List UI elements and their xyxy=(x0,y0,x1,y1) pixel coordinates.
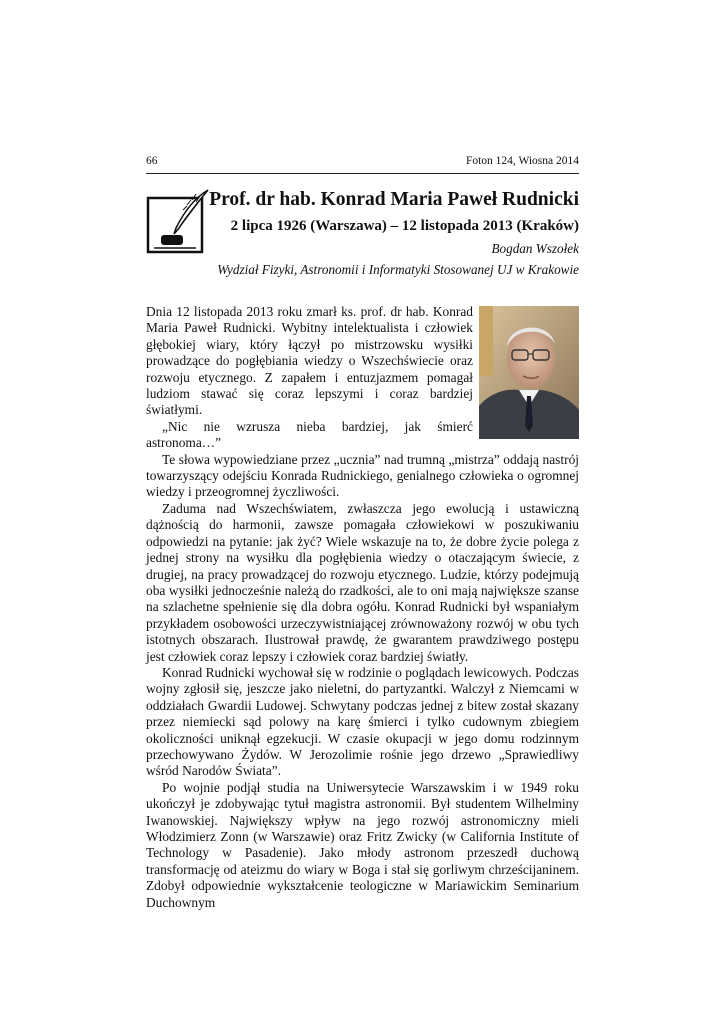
paragraph: Dnia 12 listopada 2013 roku zmarł ks. prof. dr hab. Konrad Maria Paweł Rudnicki. Wybitny intelektualista i człowiek głębokiej wiary, który łączył po mistrzowsku wysiłki prowadzące do pogłębiania wiedzy o Wszechświecie oraz rozwoju etycznego. Z zapałem i entuzjazmem pomagał ludziom stawać się coraz lepszymi i coraz bardziej światłymi. xyxy=(146,304,473,418)
author-affiliation: Wydział Fizyki, Astronomii i Informatyki Stosowanej UJ w Krakowie xyxy=(217,262,579,277)
article-title: Prof. dr hab. Konrad Maria Paweł Rudnicki xyxy=(209,189,579,210)
life-dates: 2 lipca 1926 (Warszawa) – 12 listopada 2013 (Kraków) xyxy=(230,218,579,234)
paragraph: Konrad Rudnicki wychował się w rodzinie o poglądach lewicowych. Podczas wojny zgłosił się, jeszcze jako nieletni, do partyzantki. Walczył z Niemcami w oddziałach Gwardii Ludowej. Schwytany podczas jednej z bitew został skazany przez niemiecki sąd polowy na karę śmierci i tylko cudownym zbiegiem okoliczności uniknął egzekucji. W czasie okupacji w jego domu rodzinnym przechowywano Żydów. W Jerozolimie rośnie jego drzewo „Sprawiedliwy wśród Narodów Świata”. xyxy=(146,664,579,779)
photo-spacer xyxy=(473,306,579,443)
journal-issue: Foton 124, Wiosna 2014 xyxy=(465,155,579,167)
page-number: 66 xyxy=(146,155,158,167)
article-title-block xyxy=(139,187,579,280)
paragraph: Po wojnie podjął studia na Uniwersytecie Warszawskim i w 1949 roku ukończył je zdobywając tytuł magistra astronomii. Był studentem Wilhelminy Iwanowskiej. Największy wpływ na jego rozwój astronomiczny mieli Włodzimierz Zonn (w Warszawie) oraz Fritz Zwicky (w California Institute of Technology w Pasadenie). Jako młody astronom przeszedł duchową transformację od ateizmu do wiary w Boga i stał się gorliwym chrześcijaninem. Zdobył odpowiednie wykształcenie teologiczne w Mariawickim Seminarium Duchownym xyxy=(146,779,579,910)
paragraph: Zaduma nad Wszechświatem, zwłaszcza jego ewolucją i ustawiczną dążnością do harmonii, zawsze pomagała człowiekowi w poszukiwaniu odpowiedzi na pytanie: jak żyć? Wiele wskazuje na to, że dobre życie polega z jednej strony na wysiłku dla pogłębienia wiedzy o otaczającym świecie, z drugiej, na pracy prowadzącej do rozwoju etycznego. Ludzie, którzy podejmują oba wysiłki jednocześnie należą do rzadkości, ale to oni mają największe szanse na szlachetne spełnienie się dla dobra ogółu. Konrad Rudnicki był wspaniałym przykładem osobowości urzeczywistniającej zrównoważony rozwój w obu tych istotnych obszarach. Ilustrował prawdę, że gwarantem prawdziwego postępu jest człowiek coraz lepszy i człowiek coraz bardziej światły. xyxy=(146,500,579,664)
author-name: Bogdan Wszołek xyxy=(491,241,579,256)
article-body xyxy=(146,304,579,911)
paragraph-quote: „Nic nie wzrusza nieba bardziej, jak śmierć astronoma…” xyxy=(146,418,473,451)
running-header xyxy=(146,155,579,174)
paragraph: Te słowa wypowiedziane przez „ucznia” nad trumną „mistrza” oddają nastrój towarzyszący odejściu Konrada Rudnickiego, genialnego człowieka o ogromnej wiedzy i przeogromnej życzliwości. xyxy=(146,451,579,500)
